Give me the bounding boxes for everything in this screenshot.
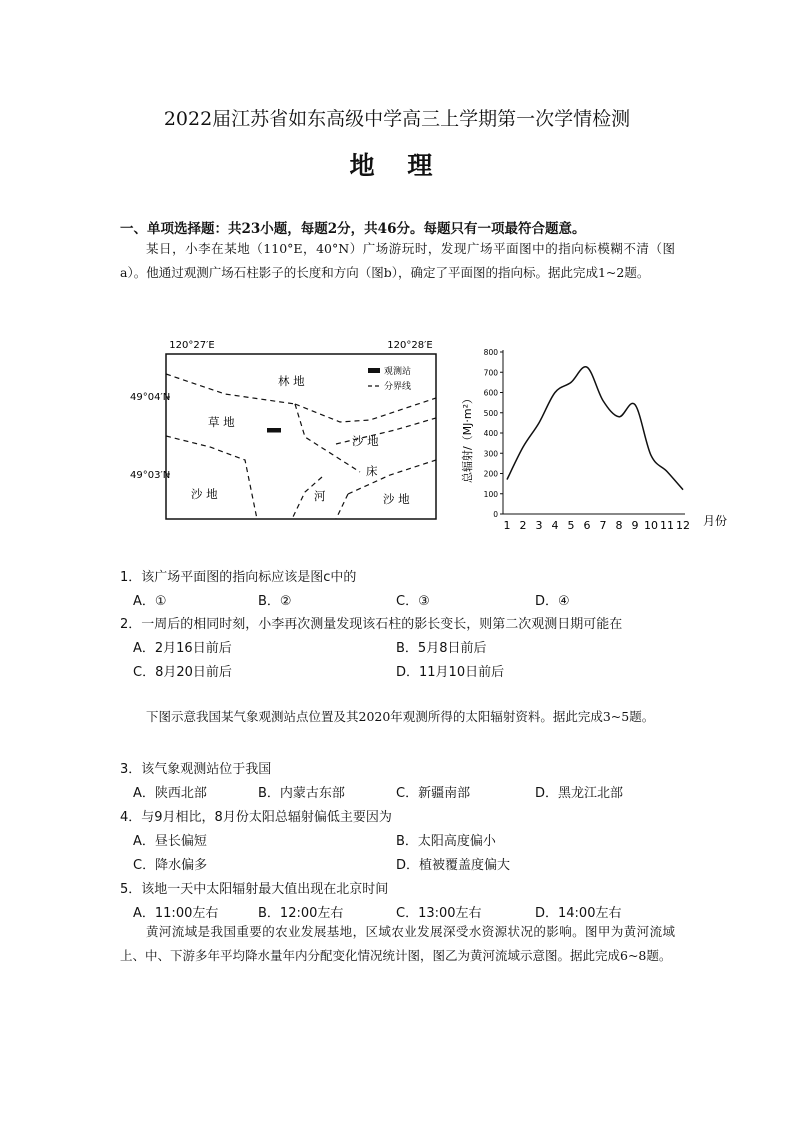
q3-option-c[interactable]: C．新疆南部 [396, 786, 471, 801]
label-sand-left: 沙 地 [191, 487, 218, 501]
section-heading: 一、单项选择题：共23小题，每题2分，共46分。每题只有一项最符合题意。 [120, 221, 586, 237]
q1-option-c[interactable]: C．③ [396, 594, 430, 609]
q4-option-b[interactable]: B．太阳高度偏小 [396, 834, 496, 849]
y-tick-label-8: 800 [483, 348, 498, 357]
x-tick-label-5: 6 [583, 519, 591, 532]
q3-option-b[interactable]: B．内蒙古东部 [258, 786, 345, 801]
station-marker [267, 428, 281, 433]
boundary-top [166, 374, 295, 404]
q1-option-d[interactable]: D．④ [535, 594, 570, 609]
y-tick-label-7: 700 [483, 368, 498, 378]
x-tick-label-11: 12 [676, 519, 690, 532]
q2-option-a[interactable]: A．2月16日前后 [133, 641, 232, 656]
y-tick-label-0: 0 [493, 510, 498, 519]
x-tick-label-3: 4 [551, 519, 559, 532]
question-2-stem: 2．一周后的相同时刻，小李再次测量发现该石柱的影长变长，则第二次观测日期可能在 [120, 617, 623, 632]
x-tick-label-6: 7 [599, 519, 607, 532]
legend-station-label: 观测站 [384, 367, 412, 377]
q4-option-c[interactable]: C．降水偏多 [133, 858, 208, 873]
subject-title: 地 理 [349, 151, 445, 180]
riverbank-right-lower [336, 494, 348, 519]
y-tick-label-1: 100 [483, 489, 498, 499]
y-axis-label: 总辐射/（MJ·m²） [461, 392, 474, 484]
y-tick-label-3: 300 [483, 449, 498, 459]
x-tick-label-10: 11 [660, 519, 674, 532]
x-tick-label-2: 3 [535, 519, 543, 532]
boundary-grass-sandleft [166, 436, 257, 519]
label-sand-lower-right: 沙 地 [383, 492, 410, 506]
y-tick-label-4: 400 [483, 429, 498, 438]
q5-option-a[interactable]: A．11:00左右 [133, 906, 219, 921]
intro-paragraph-3: 黄河流域是我国重要的农业发展基地，区域农业发展深受水资源状况的影响。图甲为黄河流域上、中、下游多年平均降水量年内分配变化情况统计图，图乙为黄河流域示意图。据此完成6~8题。 [120, 924, 675, 963]
label-sand-right: 沙 地 [352, 434, 379, 448]
label-forest: 林 地 [278, 374, 305, 388]
y-tick-label-5: 500 [483, 408, 498, 418]
label-river: 河 [314, 489, 326, 503]
x-tick-label-0: 1 [503, 519, 511, 532]
q5-option-d[interactable]: D．14:00左右 [535, 906, 622, 921]
intro-paragraph-2: 下图示意我国某气象观测站点位置及其2020年观测所得的太阳辐射资料。据此完成3~5题。 [146, 709, 655, 724]
legend-boundary-label: 分界线 [384, 382, 412, 392]
x-axis-label: 月份 [703, 514, 728, 528]
lon-left-label: 120°27′E [169, 340, 215, 351]
y-tick-label-2: 200 [483, 469, 498, 479]
q2-option-d[interactable]: D．11月10日前后 [396, 665, 505, 680]
boundary-forest-sand [295, 398, 436, 422]
x-tick-label-1: 2 [519, 519, 527, 532]
question-4-stem: 4．与9月相比，8月份太阳总辐射偏低主要因为 [120, 810, 392, 825]
x-tick-label-7: 8 [615, 519, 623, 532]
x-tick-label-8: 9 [631, 519, 639, 532]
lon-right-label: 120°28′E [387, 340, 433, 351]
q3-option-a[interactable]: A．陕西北部 [133, 786, 207, 801]
question-5-stem: 5．该地一天中太阳辐射最大值出现在北京时间 [120, 882, 389, 897]
x-tick-label-9: 10 [644, 519, 658, 532]
x-tick-label-4: 5 [567, 519, 575, 532]
label-grass: 草 地 [208, 415, 235, 429]
question-1-stem: 1．该广场平面图的指向标应该是图c中的 [120, 570, 357, 585]
boundary-sand-mid [336, 418, 436, 444]
label-bed: 床 [366, 464, 378, 478]
q2-option-c[interactable]: C．8月20日前后 [133, 665, 232, 680]
boundary-grass-sand [295, 404, 360, 472]
q5-option-b[interactable]: B．12:00左右 [258, 906, 344, 921]
radiation-chart [455, 340, 735, 540]
q1-option-b[interactable]: B．② [258, 594, 292, 609]
q1-option-a[interactable]: A．① [133, 594, 167, 609]
question-3-stem: 3．该气象观测站位于我国 [120, 762, 272, 777]
legend-station-symbol [368, 368, 380, 373]
q5-option-c[interactable]: C．13:00左右 [396, 906, 482, 921]
x-axis-ticks [504, 519, 691, 532]
q2-option-b[interactable]: B．5月8日前后 [396, 641, 487, 656]
q3-option-d[interactable]: D．黑龙江北部 [535, 786, 624, 801]
map-figure [130, 332, 450, 532]
series-line-radiation [507, 367, 683, 490]
lat-top-label: 49°04′N [130, 392, 171, 403]
riverbank-right [348, 460, 436, 494]
y-axis-ticks [484, 348, 503, 519]
q4-option-d[interactable]: D．植被覆盖度偏大 [396, 858, 511, 873]
intro-paragraph-1: 某日，小李在某地（110°E，40°N）广场游玩时，发现广场平面图中的指向标模糊不清（图a）。他通过观测广场石柱影子的长度和方向（图b），确定了平面图的指向标。据此完成1~2题。 [120, 241, 675, 280]
lat-bottom-label: 49°03′N [130, 470, 171, 481]
exam-title: 2022届江苏省如东高级中学高三上学期第一次学情检测 [163, 108, 631, 130]
q4-option-a[interactable]: A．昼长偏短 [133, 834, 207, 849]
y-tick-label-6: 600 [483, 388, 498, 398]
